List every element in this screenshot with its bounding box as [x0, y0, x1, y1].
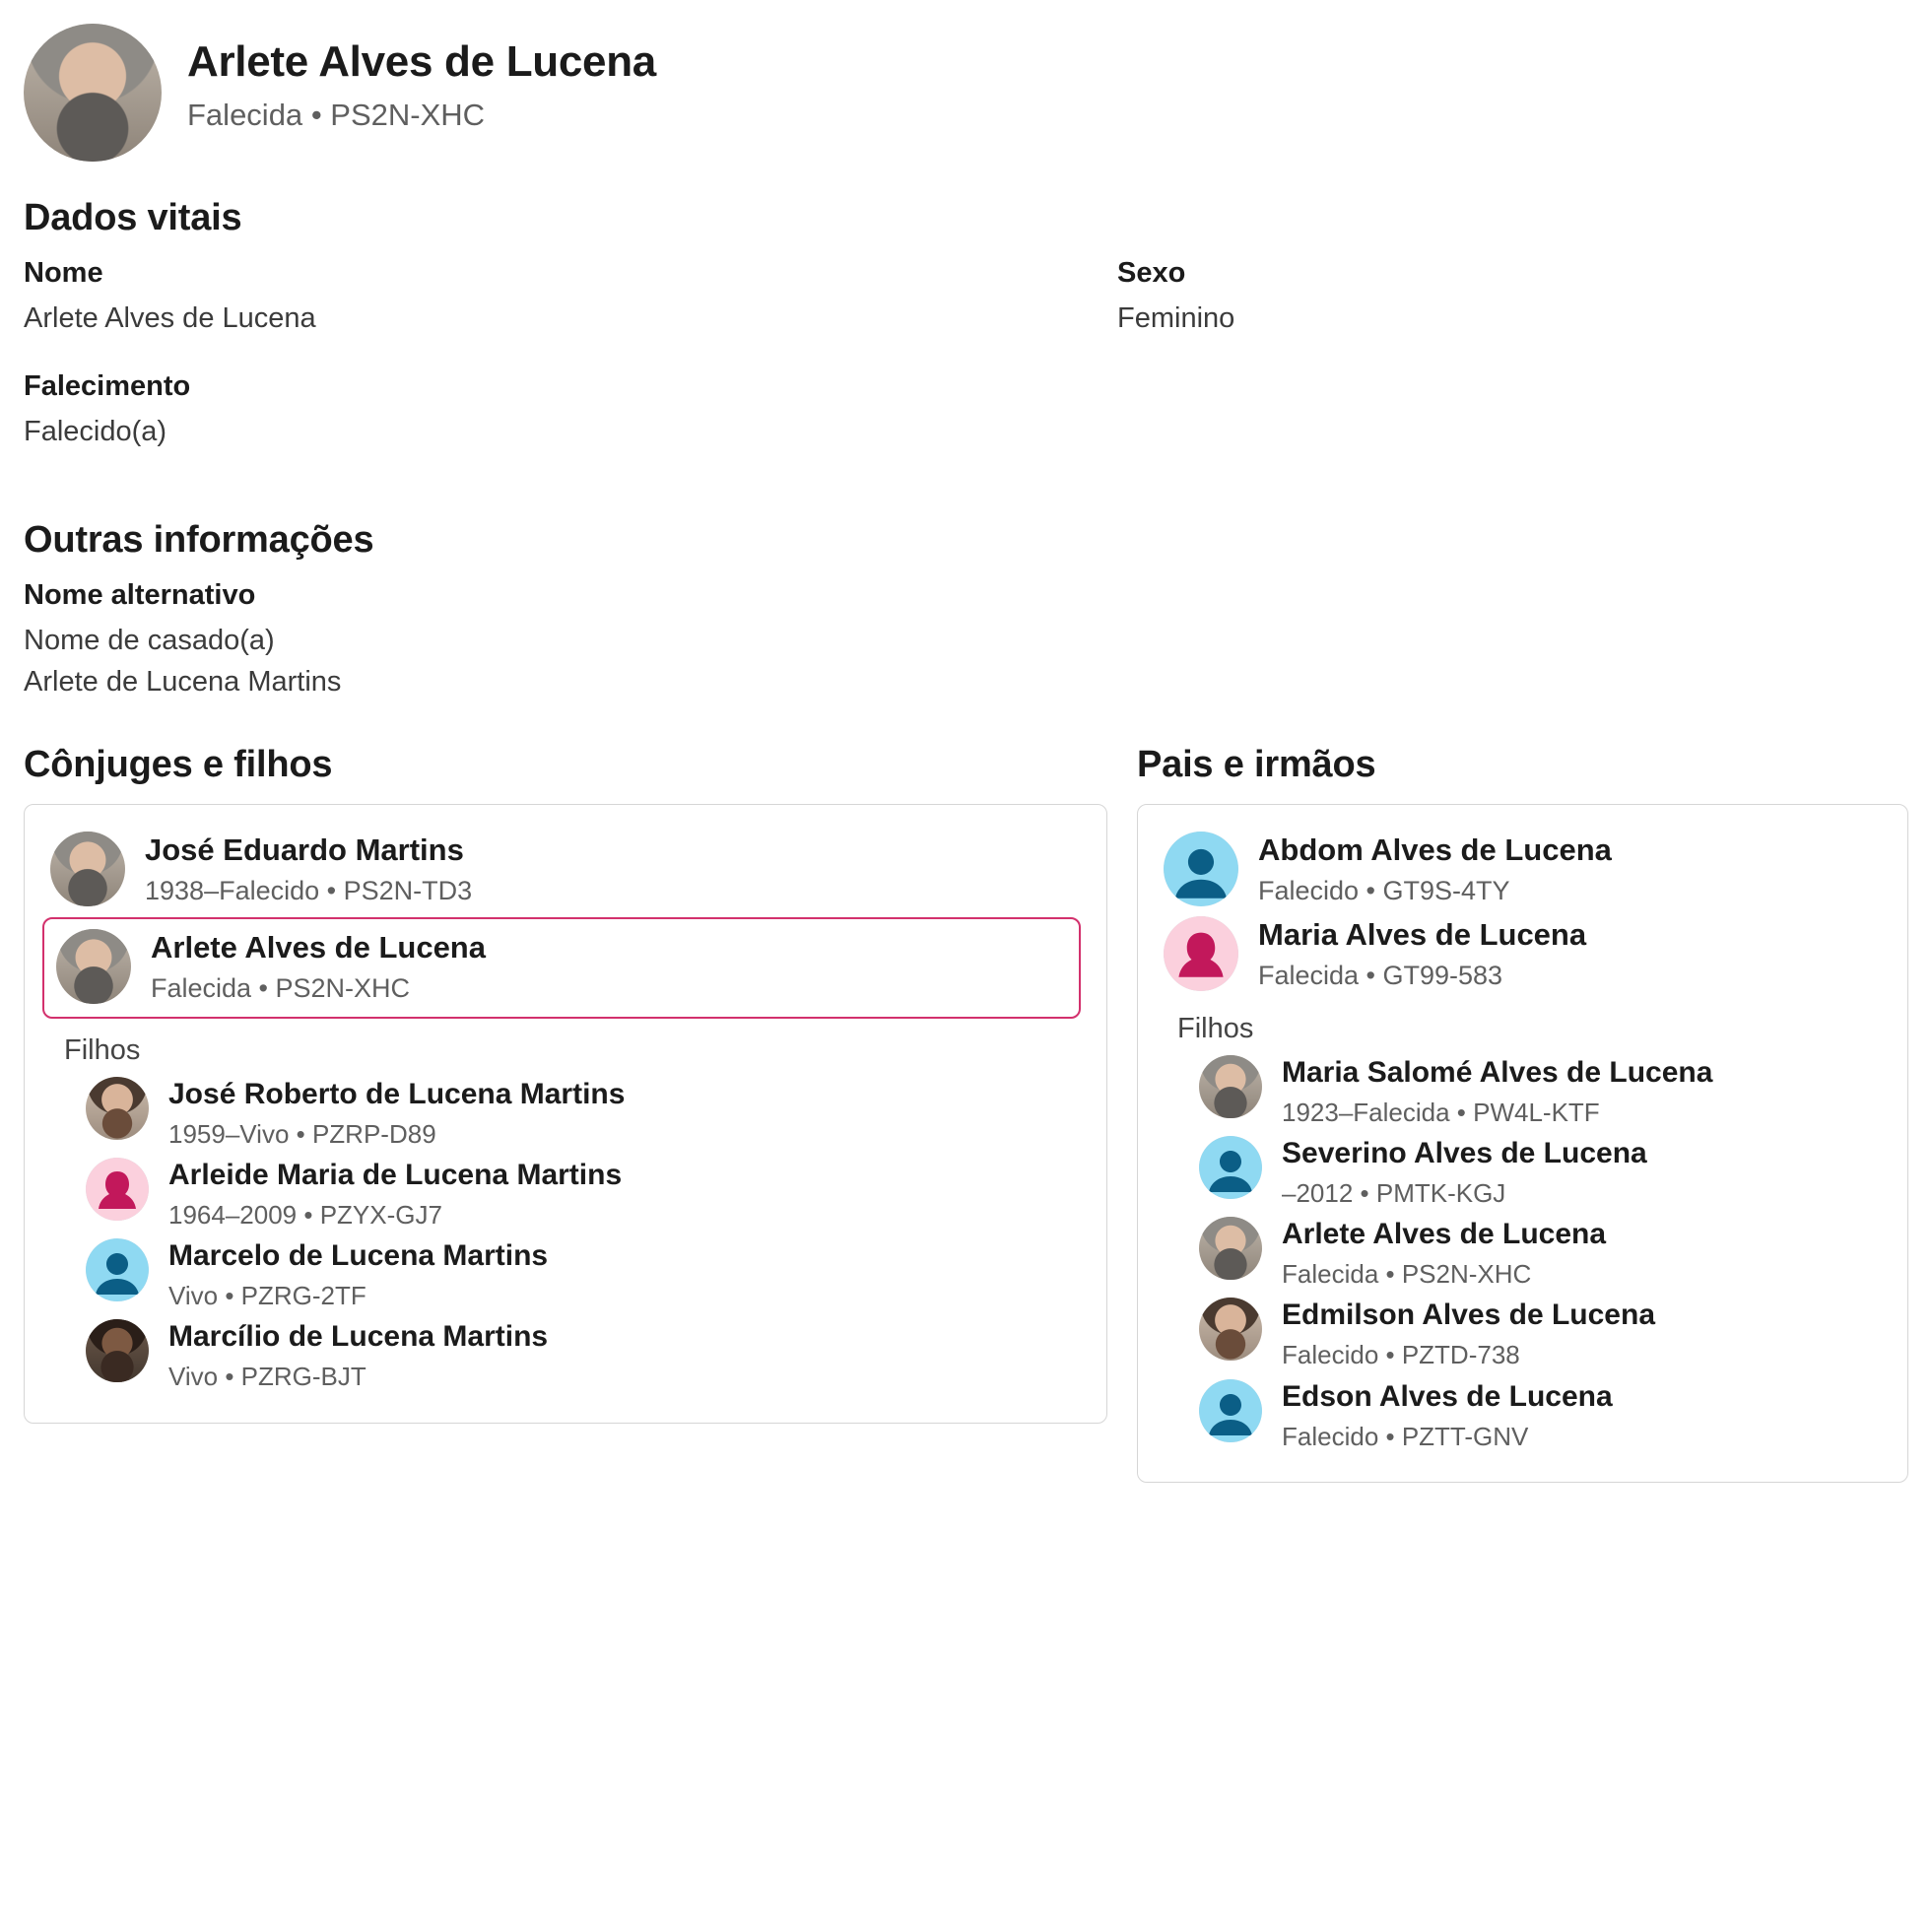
person-meta: 1959–Vivo • PZRP-D89	[168, 1118, 436, 1149]
spacer	[24, 484, 1908, 509]
person-name[interactable]: Marcelo de Lucena Martins	[168, 1239, 549, 1273]
person-meta: Falecida • PS2N-XHC	[1282, 1259, 1532, 1290]
person-name[interactable]: Maria Salomé Alves de Lucena	[1282, 1055, 1713, 1089]
page-title: Arlete Alves de Lucena	[187, 37, 656, 86]
portrait-photo	[1199, 1055, 1262, 1118]
person-name[interactable]: Arlete Alves de Lucena	[151, 930, 486, 966]
person-text	[1282, 1298, 1655, 1370]
person-name[interactable]: Abdom Alves de Lucena	[1258, 832, 1612, 867]
person-meta: Falecida • PS2N-XHC	[151, 973, 411, 1004]
person-text	[1282, 1379, 1613, 1452]
header-separator: •	[310, 97, 322, 132]
person-meta: Vivo • PZRG-2TF	[168, 1281, 366, 1311]
portrait-photo	[86, 1319, 149, 1382]
header-person-id: PS2N-XHC	[330, 97, 486, 132]
person-text	[1282, 1217, 1606, 1290]
list-item[interactable]	[1199, 1375, 1882, 1456]
portrait-photo	[56, 929, 131, 1004]
section-title-other-info: Outras informações	[24, 519, 374, 562]
field-label: Nome alternativo	[24, 579, 256, 612]
portrait-photo	[86, 1077, 149, 1140]
field-value[interactable]: Falecido(a)	[24, 416, 167, 448]
person-text	[1258, 832, 1612, 907]
field-nome-alternativo	[24, 579, 1908, 701]
header-text	[187, 24, 656, 133]
parents-siblings-column	[1137, 734, 1908, 1483]
avatar	[56, 929, 131, 1004]
person-name[interactable]: Edmilson Alves de Lucena	[1282, 1298, 1655, 1332]
list-item[interactable]	[86, 1154, 1081, 1234]
field-value[interactable]: Feminino	[1117, 302, 1235, 334]
person-text	[1282, 1055, 1712, 1128]
person-meta: 1938–Falecido • PS2N-TD3	[145, 875, 473, 905]
avatar	[86, 1238, 149, 1301]
parents-family-card	[1137, 804, 1908, 1483]
person-meta: 1964–2009 • PZYX-GJ7	[168, 1200, 442, 1231]
person-meta: Falecido • PZTD-738	[1282, 1340, 1520, 1370]
section-title-parents: Pais e irmãos	[1137, 743, 1376, 785]
male-silhouette-icon	[86, 1238, 149, 1301]
person-text	[1282, 1136, 1647, 1209]
portrait-photo	[1199, 1298, 1262, 1361]
portrait-photo	[50, 832, 125, 906]
portrait-photo	[24, 24, 162, 162]
field-value[interactable]: Arlete Alves de Lucena	[24, 302, 316, 334]
field-label: Nome	[24, 257, 103, 289]
person-text	[168, 1238, 548, 1311]
alt-name-value[interactable]: Arlete de Lucena Martins	[24, 665, 342, 698]
person-name[interactable]: Edson Alves de Lucena	[1282, 1379, 1613, 1413]
male-silhouette-icon	[1164, 832, 1238, 906]
field-nome	[24, 257, 1107, 339]
spouses-children-column	[24, 734, 1107, 1483]
list-item[interactable]	[1164, 911, 1882, 997]
vitals-spacer	[1117, 370, 1908, 484]
avatar	[1164, 832, 1238, 906]
list-item[interactable]	[50, 827, 1081, 912]
person-name[interactable]: Arlete Alves de Lucena	[1282, 1218, 1607, 1251]
male-silhouette-icon	[1199, 1136, 1262, 1199]
list-item[interactable]	[86, 1073, 1081, 1154]
avatar	[1199, 1298, 1262, 1361]
list-item[interactable]	[1199, 1132, 1882, 1213]
person-text	[168, 1158, 622, 1231]
siblings-list	[1199, 1051, 1882, 1456]
avatar	[1199, 1217, 1262, 1280]
header-subtitle	[187, 98, 656, 133]
field-label: Falecimento	[24, 370, 191, 403]
list-item[interactable]	[1199, 1051, 1882, 1132]
section-title-spouses: Cônjuges e filhos	[24, 743, 333, 785]
person-text	[168, 1319, 548, 1392]
person-name[interactable]: José Eduardo Martins	[145, 832, 464, 867]
list-item[interactable]	[1164, 827, 1882, 912]
header-status: Falecida	[187, 97, 303, 132]
vitals-grid	[24, 257, 1908, 484]
list-item-current-person[interactable]	[42, 917, 1081, 1019]
person-header	[24, 18, 1908, 187]
avatar[interactable]	[24, 24, 162, 162]
avatar	[1199, 1379, 1262, 1442]
person-meta: 1923–Falecida • PW4L-KTF	[1282, 1097, 1600, 1127]
children-list	[86, 1073, 1081, 1397]
person-text	[151, 929, 486, 1005]
field-sexo	[1117, 257, 1908, 339]
section-title-vitals: Dados vitais	[24, 197, 242, 238]
avatar	[1199, 1136, 1262, 1199]
children-label: Filhos	[64, 1033, 141, 1066]
spouse-family-card	[24, 804, 1107, 1424]
field-label: Sexo	[1117, 257, 1186, 289]
female-silhouette-icon	[86, 1158, 149, 1221]
avatar	[86, 1319, 149, 1382]
avatar	[50, 832, 125, 906]
avatar	[86, 1077, 149, 1140]
person-text	[1258, 916, 1586, 992]
list-item[interactable]	[86, 1315, 1081, 1396]
male-silhouette-icon	[1199, 1379, 1262, 1442]
person-name[interactable]: José Roberto de Lucena Martins	[168, 1077, 626, 1110]
field-falecimento	[24, 370, 1107, 452]
person-text	[145, 832, 472, 907]
avatar	[86, 1158, 149, 1221]
avatar	[1199, 1055, 1262, 1118]
alt-name-type: Nome de casado(a)	[24, 625, 275, 657]
list-item[interactable]	[1199, 1294, 1882, 1374]
avatar	[1164, 916, 1238, 991]
person-meta: Falecido • GT9S-4TY	[1258, 875, 1510, 905]
person-name[interactable]: Marcílio de Lucena Martins	[168, 1320, 549, 1354]
person-meta: Vivo • PZRG-BJT	[168, 1362, 366, 1392]
family-section	[24, 734, 1908, 1483]
person-text	[168, 1077, 625, 1150]
female-silhouette-icon	[1164, 916, 1238, 991]
person-name[interactable]: Maria Alves de Lucena	[1258, 917, 1587, 953]
list-item[interactable]	[86, 1234, 1081, 1315]
list-item[interactable]	[1199, 1213, 1882, 1294]
person-meta: Falecido • PZTT-GNV	[1282, 1421, 1529, 1451]
portrait-photo	[1199, 1217, 1262, 1280]
person-name[interactable]: Arleide Maria de Lucena Martins	[168, 1159, 623, 1192]
children-label: Filhos	[1177, 1012, 1254, 1044]
person-name[interactable]: Severino Alves de Lucena	[1282, 1137, 1647, 1170]
person-meta: Falecida • GT99-583	[1258, 961, 1503, 991]
person-meta: –2012 • PMTK-KGJ	[1282, 1178, 1506, 1209]
